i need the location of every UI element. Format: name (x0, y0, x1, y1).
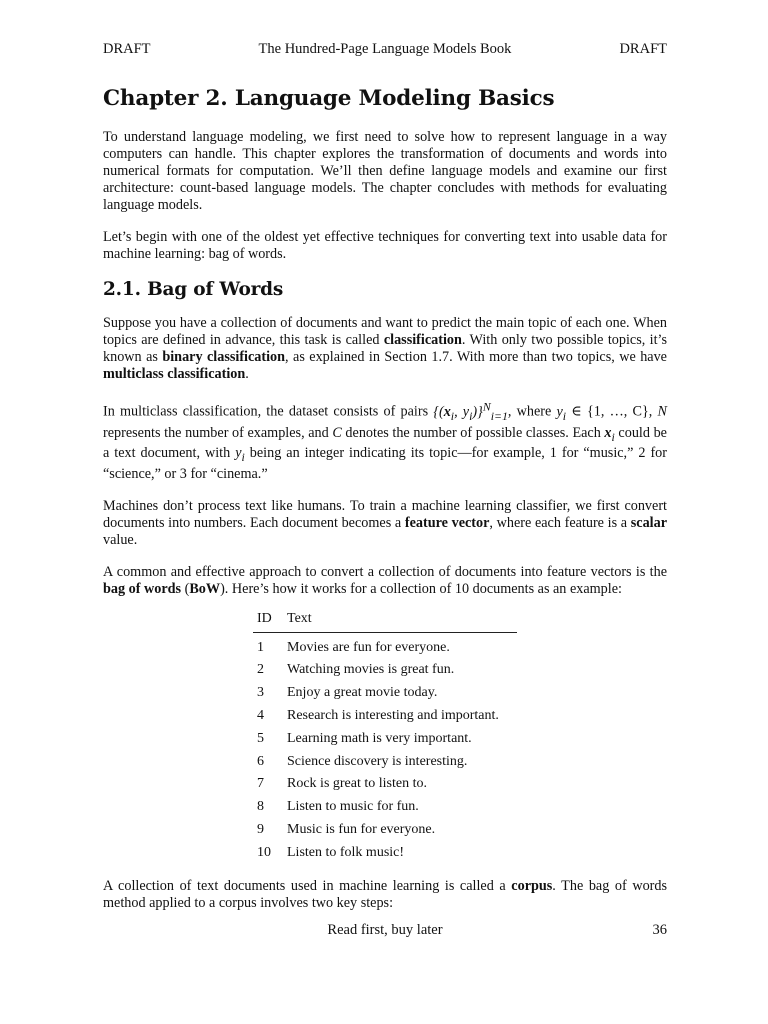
intro-paragraph-1: To understand language modeling, we first need to solve how to represent language in a way computers can handle. This chapter explores the transformation of documents and words into numerical formats for computation. We’ll then define language models and examine our first architecture: count-based language models. The chapter concludes with methods for evaluating language models. (103, 129, 667, 213)
cell-id: 2 (257, 662, 264, 678)
header-draft-right: DRAFT (619, 41, 667, 57)
cell-id: 9 (257, 821, 264, 837)
header-draft-left: DRAFT (103, 41, 151, 57)
column-header-text: Text (287, 610, 517, 633)
table-row (253, 819, 517, 842)
cell-id: 5 (257, 730, 264, 746)
table-row (253, 773, 517, 796)
dataset-paragraph: In multiclass classification, the dataset consists of pairs {($x_i$, $y_i)\}^N_{i=1}$, where $y_i$ ∈ {1, …, C}, N represents the number of examples, and C denotes the number of possible classes. Each $x_i$ could be a text document, with $y_i$ being an integer indicating its topic—for example, 1 for “music,” 2 for “science,” or 3 for “cinema.” (103, 399, 667, 483)
table-row (253, 633, 517, 659)
page-number: 36 (652, 922, 667, 938)
cell-text: Movies are fun for everyone. (287, 639, 450, 655)
table-header-row (253, 610, 517, 633)
term-binary-classification: binary classification (162, 349, 286, 365)
page-content (103, 86, 667, 927)
cell-text: Enjoy a great movie today. (287, 685, 438, 701)
bag-of-words-paragraph: A common and effective approach to convert a collection of documents into feature vectors is the bag of words (BoW). Here’s how it works for a collection of 10 documents as an example: (103, 564, 667, 598)
corpus-paragraph: A collection of text documents used in machine learning is called a corpus. The bag of words method applied to a corpus involves two key steps: (103, 878, 667, 912)
term-bag-of-words: bag of words (103, 581, 182, 598)
cell-text: Listen to music for fun. (287, 799, 419, 815)
term-scalar: scalar (630, 515, 667, 532)
cell-text: Rock is great to listen to. (287, 776, 427, 792)
term-corpus: corpus (511, 878, 553, 895)
cell-text: Science discovery is interesting. (287, 753, 468, 769)
footer-tagline: Read first, buy later (327, 922, 443, 938)
cell-text: Learning math is very important. (287, 730, 472, 746)
table-row (253, 705, 517, 728)
cell-id: 10 (257, 844, 271, 860)
cell-id: 3 (257, 685, 264, 701)
header-book-title: The Hundred-Page Language Models Book (258, 41, 512, 57)
dataset-set-notation: {($x_i$, $y_i)\}^N_{i=1}$ (433, 399, 508, 423)
cell-id: 4 (257, 708, 264, 723)
feature-vector-paragraph: Machines don’t process text like humans. To train a machine learning classifier, we first convert documents into numbers. Each document becomes a feature vector, where each feature is a scalar value. (103, 498, 667, 549)
table-row (253, 682, 517, 705)
cell-id: 1 (257, 639, 264, 655)
documents-table (253, 610, 517, 864)
section-title: 2.1. Bag of Words (103, 279, 284, 300)
cell-text: Listen to folk music! (287, 844, 405, 860)
intro-paragraph-2: Let’s begin with one of the oldest yet effective techniques for converting text into usable data for machine learning: bag of words. (103, 229, 667, 262)
cell-text: Watching movies is great fun. (287, 662, 455, 678)
cell-id: 8 (257, 799, 264, 815)
table-row (253, 750, 517, 773)
cell-text: Research is interesting and important. (287, 708, 499, 723)
cell-id: 6 (257, 753, 264, 769)
page-header (103, 41, 667, 61)
chapter-title: Chapter 2. Language Modeling Basics (103, 86, 555, 111)
column-header-id: ID (253, 610, 287, 633)
table-row (253, 796, 517, 819)
page-footer (103, 922, 667, 942)
cell-text: Music is fun for everyone. (287, 821, 436, 837)
table-row (253, 659, 517, 682)
term-bow: BoW (189, 581, 221, 598)
classification-paragraph: Suppose you have a collection of documents and want to predict the main topic of each one. When topics are defined in advance, this task is called classification. With only two possible topics, it’s known as binary classification, as explained in Section 1.7. With more than two topics, we have multiclass classification. (103, 315, 667, 382)
term-multiclass-classification: multiclass classification (103, 366, 246, 382)
term-feature-vector: feature vector (404, 515, 490, 532)
cell-id: 7 (257, 776, 264, 792)
table-row (253, 727, 517, 750)
table-row (253, 841, 517, 864)
term-classification: classification (383, 332, 462, 348)
